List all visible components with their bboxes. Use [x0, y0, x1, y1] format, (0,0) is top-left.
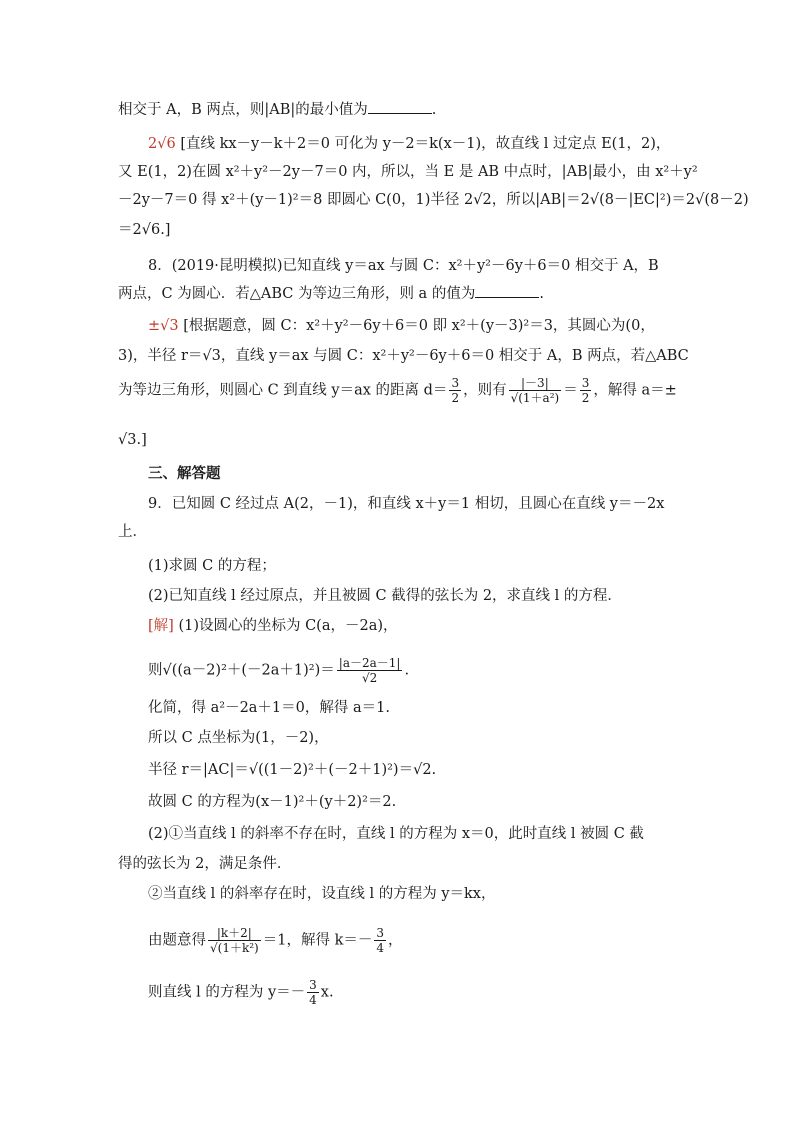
q9-b5-text-b: x.	[320, 984, 334, 1001]
frac-den: √2	[361, 671, 378, 685]
q9-solution-line-5: 半径 r＝|AC|＝√((1－2)²＋(－2＋1)²)＝√2.	[148, 762, 437, 778]
q8-solution-line-2: 3)，半径 r＝√3，直线 y＝ax 与圆 C：x²＋y²－6y＋6＝0 相交于 A，B 两点，若△ABC	[118, 348, 689, 364]
q8-solution-line-1	[148, 316, 708, 336]
solution-label: [解]	[148, 618, 174, 634]
prev-question-text: 相交于 A，B 两点，则|AB|的最小值为	[118, 102, 368, 118]
q9-solution-line-8: 得的弦长为 2，满足条件．	[118, 856, 292, 872]
frac-num: |k＋2|	[208, 926, 261, 941]
frac-num: 3	[581, 376, 590, 390]
frac-num: 3	[376, 926, 384, 940]
frac-num: |－3|	[509, 376, 562, 391]
q9-solution-line-10	[148, 926, 708, 955]
q9-stem-line-2: 上．	[118, 524, 147, 540]
q9-solution-line-1	[148, 616, 708, 636]
q8-text-d: ，解得 a＝±	[593, 382, 677, 399]
q8-answer: ±√3	[148, 318, 179, 334]
prev-solution-line-3: －2y－7＝0 得 x²＋(y－1)²＝8 即圆心 C(0，1)半径 2√2，所以|AB|＝2√(8－|EC|²)＝2√(8－2)	[118, 192, 749, 208]
prev-solution-line-1	[148, 134, 708, 154]
q9-solution-line-4: 所以 C 点坐标为(1，－2)，	[148, 730, 329, 746]
q9-b5-text-a: 则直线 l 的方程为 y＝－	[148, 984, 306, 1001]
q8-solution-line-4: √3.]	[118, 432, 147, 448]
q9-solution-line-6: 故圆 C 的方程为(x－1)²＋(y＋2)²＝2.	[148, 794, 397, 810]
frac-den: 4	[309, 993, 317, 1007]
q9-part-1: (1)求圆 C 的方程；	[148, 558, 276, 574]
fraction-slope	[307, 978, 319, 1007]
prev-question-line: 相交于 A，B 两点，则|AB|的最小值为 .	[118, 102, 437, 118]
prev-solution-text: [直线 kx－y－k＋2＝0 可化为 y－2＝k(x－1)，故直线 l 过定点 E(1，2)，	[180, 136, 671, 152]
fraction-k-value	[374, 926, 386, 955]
q9-eq-left: 则√((a－2)²＋(－2a＋1)²)＝	[148, 662, 335, 679]
fraction-d	[449, 376, 461, 405]
q9-solution-line-11	[148, 978, 708, 1007]
frac-num: 3	[451, 376, 460, 390]
frac-den: 4	[376, 941, 384, 955]
frac-den: √(1＋k²)	[210, 941, 259, 955]
frac-den: 2	[581, 391, 590, 405]
q9-solution-line-3: 化简，得 a²－2a＋1＝0，解得 a＝1.	[148, 700, 390, 716]
prev-solution-line-2: 又 E(1，2)在圆 x²＋y²－2y－7＝0 内，所以，当 E 是 AB 中点时，|AB|最小，由 x²＋y²	[118, 164, 698, 180]
answer-blank	[368, 101, 432, 114]
frac-den: √(1＋a²)	[510, 391, 560, 405]
prev-answer: 2√6	[148, 136, 176, 152]
frac-den: 2	[451, 391, 460, 405]
fraction-k	[208, 926, 261, 955]
frac-num: 3	[309, 978, 317, 992]
answer-blank	[475, 285, 539, 298]
q9-solution-line-9: ②当直线 l 的斜率存在时，设直线 l 的方程为 y＝kx，	[148, 886, 496, 902]
q9-stem-line-1: 9．已知圆 C 经过点 A(2，－1)，和直线 x＋y＝1 相切，且圆心在直线 y＝－2x	[148, 496, 665, 512]
q8-text-c: ＝	[563, 382, 578, 399]
q9-b4-text-a: 由题意得	[148, 932, 206, 949]
q8-stem-line-1: 8．(2019·昆明模拟)已知直线 y＝ax 与圆 C：x²＋y²－6y＋6＝0 相交于 A，B	[148, 258, 659, 274]
fraction-ratio	[509, 376, 562, 405]
q8-solution-line-3	[118, 376, 678, 405]
q9-solution-text: (1)设圆心的坐标为 C(a，－2a)，	[178, 618, 398, 634]
q8-stem-text: 两点，C 为圆心．若△ABC 为等边三角形，则 a 的值为	[118, 286, 476, 302]
q8-text-a: 为等边三角形，则圆心 C 到直线 y＝ax 的距离 d＝	[118, 382, 448, 399]
fraction-d-2	[580, 376, 592, 405]
section-heading: 三、解答题	[148, 465, 221, 482]
q9-solution-line-7: (2)①当直线 l 的斜率不存在时，直线 l 的方程为 x＝0，此时直线 l 被圆 C 截	[148, 826, 644, 842]
frac-num: |a－2a－1|	[338, 656, 401, 670]
fraction-distance	[337, 656, 403, 685]
q8-solution-text: [根据题意，圆 C：x²＋y²－6y＋6＝0 即 x²＋(y－3)²＝3，其圆心为(0，	[183, 318, 655, 334]
q8-text-b: ，则有	[463, 382, 507, 399]
q8-stem-line-2: 两点，C 为圆心．若△ABC 为等边三角形，则 a 的值为 .	[118, 286, 544, 302]
q9-part-2: (2)已知直线 l 经过原点，并且被圆 C 截得的弦长为 2，求直线 l 的方程．	[148, 588, 622, 604]
q9-b4-text-c: ，	[388, 932, 403, 949]
q9-solution-line-2: 则√((a－2)²＋(－2a＋1)²)＝ $\frac{|a-2a-1|}{√2}$ .	[148, 656, 410, 685]
q9-b4-text-b: ＝1，解得 k＝－	[262, 932, 373, 949]
prev-solution-line-4: ＝2√6.]	[118, 222, 171, 238]
